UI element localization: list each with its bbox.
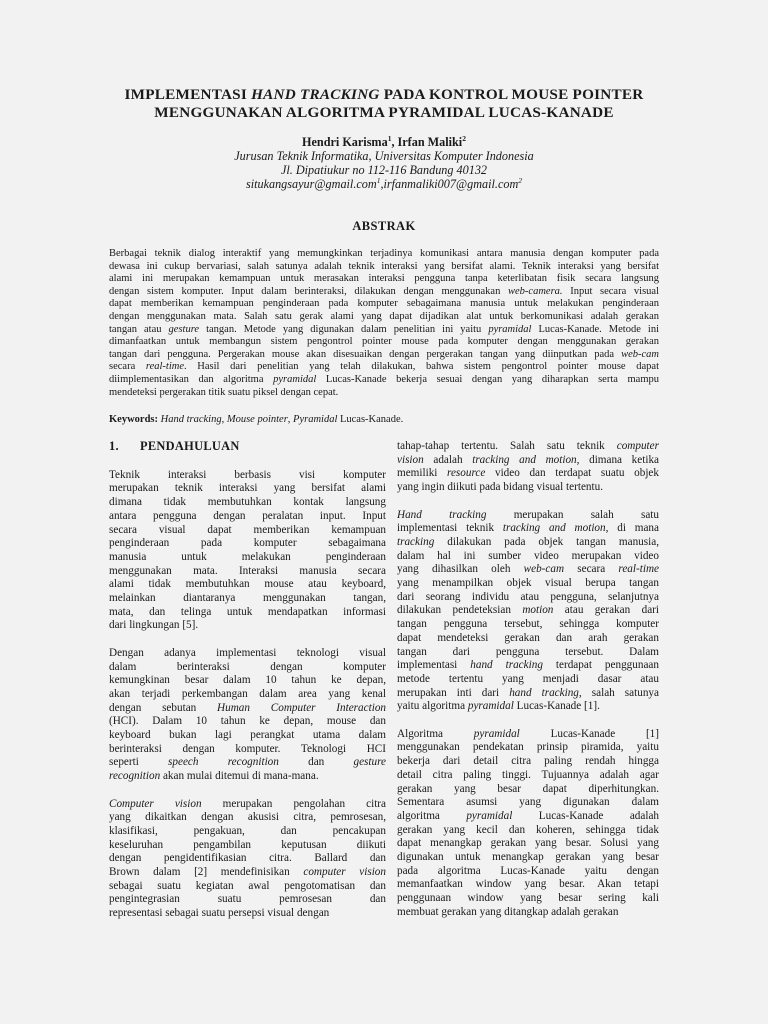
italic-term: computer	[616, 440, 659, 452]
author-1-sup: 1	[387, 134, 392, 143]
text-line	[397, 604, 659, 618]
text-run: manusia untuk melakukan penginderaan	[109, 550, 386, 563]
text-line	[397, 563, 659, 577]
text-line	[109, 729, 386, 743]
text-run: dari lingkungan [5].	[109, 619, 199, 632]
text-run: implementasi teknik	[397, 522, 503, 535]
text-line	[397, 673, 659, 687]
text-line	[109, 866, 386, 880]
italic-term: vision	[397, 453, 424, 466]
text-line	[109, 907, 386, 921]
text-line	[397, 659, 659, 673]
text-run: , di mana	[605, 522, 659, 535]
text-run: diimplementasikan dan algoritma	[109, 373, 274, 385]
text-line	[397, 728, 659, 742]
text-line	[397, 618, 659, 632]
text-run: metode tertentu yang menjadi dasar atau	[397, 672, 659, 685]
text-run: merupakan inti dari	[397, 686, 510, 699]
text-run: berinteraksi dengan komputer. Teknologi HCI	[109, 742, 386, 755]
text-line	[397, 536, 659, 550]
text-run: mendeteksi pergerakan titik suatu piksel dengan cepat.	[109, 386, 339, 398]
text-line	[109, 619, 386, 633]
italic-term: web-cam	[621, 348, 659, 360]
left-column-body	[109, 469, 386, 921]
text-run: dilakukan pada objek tangan manusia,	[434, 535, 659, 548]
text-line	[109, 798, 386, 812]
text-run: secara	[564, 563, 619, 576]
text-line	[109, 469, 386, 483]
text-run: yang menampilkan objek visual berupa tangan	[397, 577, 659, 590]
text-run: yang dihasilkan oleh	[397, 563, 524, 576]
text-line	[109, 743, 386, 757]
italic-term: pyramidal	[488, 323, 532, 335]
text-line	[397, 824, 659, 838]
text-line	[397, 810, 659, 824]
text-run: alami ini merupakan kemampuan untuk merasakan interaksi pengguna tanpa keterlibatan fisik secara langsung	[109, 273, 659, 285]
text-run: merupakan pengolahan citra	[201, 797, 386, 810]
italic-term: recognition	[109, 770, 161, 783]
italic-term: pyramidal	[467, 700, 514, 713]
text-line	[397, 454, 659, 468]
text-line	[109, 565, 386, 579]
text-line	[109, 852, 386, 866]
italic-term: motion	[522, 604, 554, 617]
text-run: tangan atau	[109, 323, 169, 335]
abstract-line	[109, 336, 659, 349]
text-line	[397, 796, 659, 810]
text-run: Input secara visual	[562, 285, 659, 297]
text-run: bekerja dari detail citra paling rendah hingga	[397, 755, 659, 768]
text-run: sebagai suatu kegiatan awal pengotomatisan dan	[109, 879, 386, 892]
abstract-line	[109, 387, 659, 400]
text-run: dengan menggunakan mata. Salah satu gerak alami yang dapat dijadikan alat untuk berkomunikasi adalah gerakan	[109, 310, 659, 322]
text-run: tangan pengguna tersebut, sehingga komputer	[397, 618, 659, 631]
text-line	[109, 661, 386, 675]
text-run: menggunakan pendekatan prinsip piramida, yaitu	[397, 741, 659, 754]
text-run: dimana tidak membutuhkan kontak langsung	[109, 496, 386, 509]
text-line	[109, 510, 386, 524]
italic-term: hand tracking,	[509, 686, 582, 699]
text-run: keseluruhan pengambilan keputusan diikuti	[109, 838, 386, 851]
text-line	[109, 715, 386, 729]
text-run: adalah	[423, 453, 473, 466]
text-line	[397, 851, 659, 865]
abstract-line	[109, 298, 659, 311]
paragraph	[397, 728, 659, 920]
italic-term: Mouse pointer	[226, 414, 288, 425]
text-run: yaitu algoritma	[397, 700, 468, 713]
text-run: Algoritma	[397, 727, 474, 740]
text-line	[109, 756, 386, 770]
text-run: dalam hal ini sumber video merupakan video	[397, 549, 659, 562]
email-separator: ,	[380, 177, 384, 191]
abstract-line	[109, 349, 659, 362]
abstract-line	[109, 324, 659, 337]
text-line	[397, 577, 659, 591]
text-run: ,	[221, 414, 227, 425]
text-run: akan mulai ditemui di mana-mana.	[160, 770, 319, 783]
text-run: dilakukan pendeteksian	[397, 604, 523, 617]
italic-term: web-cam	[523, 563, 565, 576]
paragraph	[109, 798, 386, 921]
text-line	[109, 674, 386, 688]
text-line	[109, 606, 386, 620]
abstract-line	[109, 273, 659, 286]
text-run: representasi sebagai suatu persepsi visual dengan	[109, 907, 330, 920]
text-run: . Hasil dari penelitian yang telah dilakukan, bahwa sistem pengontrol pointer mouse dapat	[184, 361, 659, 373]
text-line	[109, 482, 386, 496]
abstract-line	[109, 361, 659, 374]
text-run: dapat menangkap gerakan yang besar. Solusi yang	[397, 837, 659, 850]
text-run: penginderaan pada komputer sebagaimana	[109, 537, 386, 550]
keywords	[109, 414, 659, 425]
title-suffix: PADA KONTROL MOUSE POINTER	[379, 86, 644, 103]
text-run: yang dikaitkan dengan akusisi citra, pemrosesan,	[109, 811, 386, 824]
affiliation-block	[60, 149, 708, 191]
text-run: Berbagai teknik dialog interaktif yang memungkinkan terjadinya komunikasi antara manusia dengan komputer pada	[109, 248, 659, 259]
italic-term: resource	[447, 467, 486, 480]
text-run: pada algoritma Lucas-Kanade yaitu dengan	[397, 864, 659, 877]
text-line	[109, 770, 386, 784]
text-line	[397, 783, 659, 797]
text-line	[397, 769, 659, 783]
text-line	[109, 551, 386, 565]
paragraph	[109, 647, 386, 784]
italic-term: gesture	[353, 756, 386, 769]
text-line	[109, 702, 386, 716]
email-1-sup: 1	[376, 176, 381, 185]
italic-term: pyramidal	[466, 809, 513, 822]
text-line	[109, 578, 386, 592]
text-run: salah satunya	[581, 686, 659, 699]
text-run: pengintegrasian suatu pemrosesan dan	[109, 893, 386, 906]
italic-term: real-time	[145, 361, 185, 373]
text-line	[397, 865, 659, 879]
text-line	[397, 837, 659, 851]
text-run: seperti	[109, 756, 169, 769]
text-line	[397, 646, 659, 660]
email-2-sup: 2	[518, 176, 523, 185]
text-run: Sementara asumsi yang digunakan dalam	[397, 796, 659, 809]
text-line	[109, 647, 386, 661]
author-separator: ,	[391, 135, 398, 149]
italic-term: pyramidal	[473, 727, 520, 740]
title-line-1	[60, 86, 708, 104]
text-run: , dimana ketika	[576, 453, 659, 466]
text-run: dan	[278, 756, 354, 769]
italic-term: pyramidal	[273, 373, 317, 385]
text-run: merupakan salah satu	[486, 508, 659, 521]
text-run: secara	[109, 361, 146, 373]
text-run: Lucas-Kanade [1]	[519, 727, 659, 740]
italic-term: Pyramidal	[293, 414, 338, 425]
text-run: gerakan yang kecil dan koheren, sehingga tidak	[397, 823, 659, 836]
italic-term: gesture	[168, 323, 200, 335]
text-line	[397, 467, 659, 481]
italic-term: Hand tracking	[160, 414, 222, 425]
paragraph	[397, 440, 659, 495]
italic-term: tracking and motion	[472, 453, 577, 466]
text-run: implementasi	[397, 659, 471, 672]
text-line	[397, 906, 659, 920]
text-line	[109, 537, 386, 551]
abstract-line	[109, 248, 659, 261]
text-run: Lucas-Kanade bekerja sesuai dengan yang diharapkan serta mampu	[316, 373, 659, 385]
abstract-line	[109, 374, 659, 387]
abstract-line	[109, 311, 659, 324]
section-number: 1.	[109, 439, 119, 453]
text-run: dewasa ini cukup bervariasi, salah satunya adalah teknik interaksi yang bersifat alami. Teknik interaksi yang bersifat	[109, 260, 659, 272]
text-line	[397, 878, 659, 892]
text-run: dengan sistem komputer. Input dalam berinteraksi, dilakukan dengan menggunakan	[109, 285, 509, 297]
email-2: irfanmaliki007@gmail.com	[383, 177, 519, 191]
text-run: gerakan yang besar dapat diperhitungkan.	[397, 782, 659, 795]
keywords-list	[158, 414, 403, 425]
text-run: dimanfaatkan untuk membangun sistem pengontrol pointer mouse pada komputer dengan menggunakan gerakan	[109, 336, 659, 348]
text-line	[109, 496, 386, 510]
text-run: dari seorang individu atau pengguna, selanjutnya	[397, 590, 659, 603]
section-title: PENDAHULUAN	[140, 439, 240, 453]
text-run: (HCI). Dalam 10 tahun ke depan, mouse dan	[109, 715, 386, 728]
text-run: digunakan untuk menangkap gerakan yang besar	[397, 851, 659, 864]
text-line	[397, 892, 659, 906]
text-run: tangan. Metode yang digunakan dalam penelitian ini yaitu	[199, 323, 489, 335]
text-run: Lucas-Kanade. Metode ini	[531, 323, 659, 335]
text-run: penggunaan window yang besar sering kali	[397, 892, 659, 905]
text-line	[397, 440, 659, 454]
text-run: secara visual dapat memberikan kemampuan	[109, 523, 386, 536]
text-run: dalam berinteraksi dengan komputer	[109, 660, 386, 673]
text-run: tangan dari pengguna tersebut. Dalam	[397, 645, 659, 658]
address: Jl. Dipatiukur no 112-116 Bandung 40132	[280, 163, 488, 177]
title-prefix: IMPLEMENTASI	[124, 86, 252, 103]
text-line	[109, 811, 386, 825]
text-run: Dengan adanya implementasi teknologi visual	[109, 646, 386, 659]
italic-term: hand tracking	[470, 659, 543, 672]
text-line	[397, 632, 659, 646]
italic-term: Hand tracking	[397, 508, 487, 521]
italic-term: speech recognition	[168, 756, 279, 769]
text-run: ,	[287, 414, 294, 425]
text-run: Lucas-Kanade adalah	[512, 809, 659, 822]
text-run: tangan dari pengguna. Pergerakan mouse akan disesuaikan dengan pergerakan tangan yang diinputkan pada	[109, 348, 622, 360]
text-run: Brown dalam [2] mendefinisikan	[109, 866, 304, 879]
right-column-body	[397, 440, 659, 920]
text-line	[397, 509, 659, 523]
text-run: akan terjadi perkembangan dalam area yang kenal	[109, 687, 386, 700]
section-heading	[109, 440, 386, 454]
paper-title	[60, 86, 708, 122]
author-block	[60, 135, 708, 191]
text-run: video dan terdapat suatu objek	[485, 467, 659, 480]
text-line	[397, 741, 659, 755]
italic-term: computer vision	[303, 866, 386, 879]
title-line-2: MENGGUNAKAN ALGORITMA PYRAMIDAL LUCAS-KANADE	[154, 104, 614, 121]
text-run: dapat memberikan kemampuan penginderaan pada komputer sebagaimana manusia untuk melakukan penginderaan	[109, 298, 659, 310]
text-line	[109, 825, 386, 839]
text-run: alami tidak membutuhkan mouse atau keyboard,	[109, 578, 386, 591]
text-run: menggunakan mata. Interaksi manusia secara	[109, 564, 386, 577]
italic-term: real-time	[618, 563, 659, 576]
text-run: keyboard bukan lagi perangkat utama dalam	[109, 729, 386, 742]
author-1: Hendri Karisma	[302, 135, 388, 149]
text-line	[109, 688, 386, 702]
text-line	[109, 880, 386, 894]
paragraph	[109, 469, 386, 633]
text-run: yang ingin diikuti pada bidang visual tertentu.	[397, 481, 603, 494]
right-column	[397, 440, 659, 920]
text-line	[109, 592, 386, 606]
keywords-label: Keywords:	[109, 414, 158, 425]
italic-term: tracking	[397, 535, 435, 548]
text-run: memanfaatkan window yang besar. Akan tetapi	[397, 878, 659, 891]
email-1: situkangsayur@gmail.com	[245, 177, 377, 191]
abstract-body	[109, 248, 659, 399]
author-names	[60, 135, 708, 149]
text-line	[397, 481, 659, 495]
abstract-line	[109, 286, 659, 299]
text-run: tahap-tahap tertentu. Salah satu teknik	[397, 440, 617, 452]
abstract-line	[109, 261, 659, 274]
text-run: algoritma	[397, 809, 467, 822]
text-line	[109, 839, 386, 853]
text-run: Lucas-Kanade [1].	[513, 700, 600, 713]
text-line	[397, 700, 659, 714]
author-2-sup: 2	[462, 134, 466, 143]
affiliation: Jurusan Teknik Informatika, Universitas Komputer Indonesia	[234, 149, 534, 163]
title-italic-term: HAND TRACKING	[251, 86, 380, 103]
italic-term: Human Computer Interaction	[217, 701, 386, 714]
text-line	[109, 893, 386, 907]
text-run: dengan pengidentifikasian citra. Ballard dan	[109, 852, 386, 865]
text-run: antara pengguna dengan peralatan input. Input	[109, 509, 386, 522]
text-run: Lucas-Kanade.	[337, 414, 404, 425]
text-line	[397, 550, 659, 564]
italic-term: Computer vision	[109, 797, 202, 810]
text-run: klasifikasi, pengakuan, dan pencakupan	[109, 824, 386, 837]
text-line	[109, 524, 386, 538]
italic-term: web-camera.	[508, 285, 563, 297]
text-run: atau gerakan dari	[553, 604, 659, 617]
paragraph	[397, 509, 659, 715]
text-run: dengan sebutan	[109, 701, 218, 714]
text-run: dapat mendeteksi gerakan dan arah gerakan	[397, 631, 659, 644]
author-2: Irfan Maliki	[397, 135, 463, 149]
abstract-heading: ABSTRAK	[352, 219, 416, 233]
text-line	[397, 591, 659, 605]
text-line	[397, 522, 659, 536]
text-run: mata, dan telinga untuk mendapatkan informasi	[109, 605, 386, 618]
text-run: melainkan diantaranya menggunakan tangan,	[109, 592, 386, 605]
text-run: membuat gerakan yang ditangkap adalah gerakan	[397, 905, 619, 918]
emails	[60, 177, 708, 191]
text-line	[397, 755, 659, 769]
text-run: detail citra paling tinggi. Tujuannya adalah agar	[397, 768, 659, 781]
text-run: Teknik interaksi berbasis visi komputer	[109, 468, 386, 481]
italic-term: tracking and motion	[502, 522, 606, 535]
text-run: kemungkinan besar dalam 10 tahun ke depan,	[109, 674, 386, 687]
text-run: memiliki	[397, 467, 448, 480]
text-line	[397, 687, 659, 701]
text-run: terdapat penggunaan	[542, 659, 659, 672]
left-column	[109, 440, 386, 921]
text-run: merupakan teknik interaksi yang bersifat alami	[109, 482, 386, 495]
